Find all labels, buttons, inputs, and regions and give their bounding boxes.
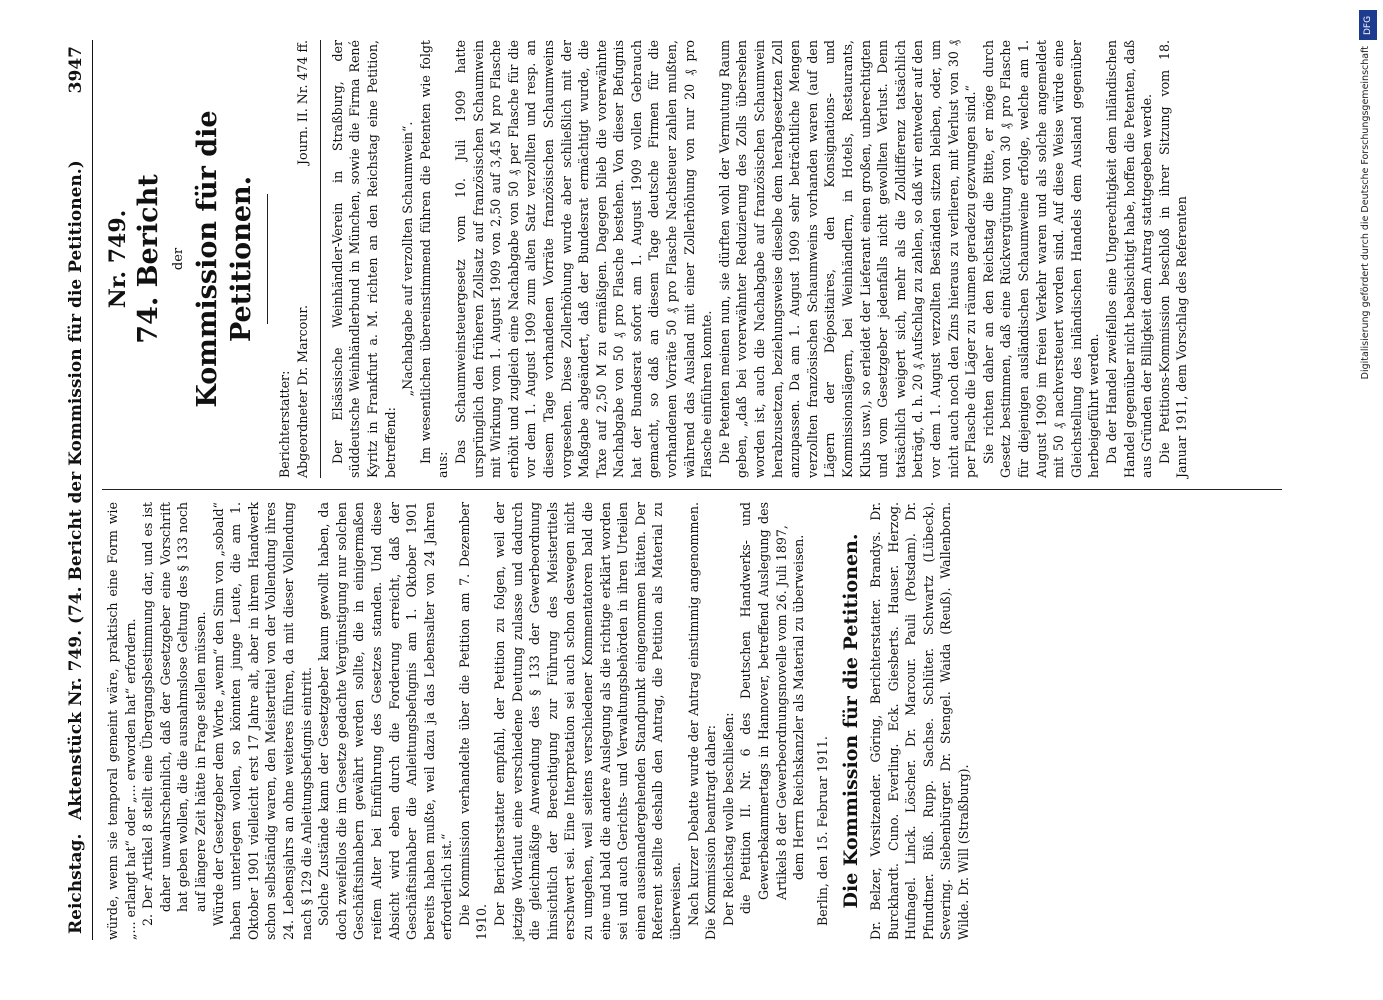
petition-subject: „Nachabgabe auf verzollten Schaumwein“. xyxy=(400,121,416,397)
reporter-name: Abgeordneter Dr. Marcour. xyxy=(294,305,310,478)
right-paragraph-2: Im wesentlichen übereinstimmend führen die Petenten wie folgt aus: xyxy=(417,40,451,478)
reporter-label: Berichterstatter: xyxy=(277,370,293,478)
left-paragraph-3: Würde der Gesetzgeber dem Worte „wenn“ den Sinn von „sobald“ haben unterlegen wollen, so könnten junge Leute, die am 1. Oktober 1901 vielleicht erst 17 Jahre alt, aber in ihrem Handwerk schon selbständig waren, den Meistertitel von der Vollendung ihres 24. Lebensjahrs an ohne weiteres führen, da mit dieser Vollendung nach § 129 die Anleitungsbefugnis eintritt. xyxy=(210,502,314,940)
digitization-stamp xyxy=(1357,10,1379,530)
commission-heading: Die Kommission für die Petitionen. xyxy=(840,533,863,909)
report-number-title: 74. Bericht xyxy=(132,174,164,344)
right-paragraph-5: Sie richten daher an den Reichstag die Bitte, er möge durch Gesetz bestimmen, daß eine Rückvergütung von 30 ₰ pro Flasche für diejenigen ausländischen Schaumweine erfolge, welche am 1. August 1909 im freien Verkehr waren und als solche angemeldet mit 50 ₰ nachversteuert worden sind. Auf diese Weise würde eine Gleichstellung des inländischen Handels dem Ausland gegenüber herbeigeführt werden. xyxy=(980,40,1102,478)
digitization-note: Digitalisierung gefördert durch die Deutsche Forschungsgemeinschaft xyxy=(1360,46,1371,380)
left-paragraph-7: Nach kurzer Debatte wurde der Antrag einstimmig angenommen. Die Kommission beantragt daher: xyxy=(685,502,719,940)
left-paragraph-6: Der Berichterstatter empfahl, der Petition zu folgen, weil der jetzige Wortlaut eine verschiedene Deutung zulasse und dadurch die gleichmäßige Anwendung des § 133 der Gewerbeordnung hinsichtlich der Berechtigung zur Führung des Meistertitels erschwert sei. Eine Interpretation sei auch schon deswegen nicht zu umgehen, weil seitens verschiedener Kommentatoren bald die eine und bald die andere Auslegung als die richtige erklärt worden sei und auch Gerichts- und Verwaltungsbehörden in ihren Urteilen einen auseinandergehenden Standpunkt eingenommen hätten. Der Referent stellte deshalb den Antrag, die Petition als Material zu überweisen. xyxy=(492,502,683,940)
header-left: Reichstag. xyxy=(66,833,86,934)
document-number: Nr. 749. xyxy=(105,209,131,309)
left-paragraph-5: Die Kommission verhandelte über die Petition am 7. Dezember 1910. xyxy=(456,502,490,940)
motion-text: die Petition II. Nr. 6 des Deutschen Handwerks- und Gewerbekammertags in Hannover, betreffend Auslegung des Artikels 8 der Gewerbeordnungsnovelle vom 26. Juli 1897, xyxy=(738,502,789,914)
page-header xyxy=(62,40,93,940)
left-paragraph-1: würde, wenn sie temporal gemeint wäre, praktisch eine Form wie „... erlangt hat“ oder „... erworden hat“ erfordern. xyxy=(105,502,138,940)
motion-intro: Der Reichstag wolle beschließen: xyxy=(720,712,736,926)
right-paragraph-4: Die Petenten meinen nun, sie dürften wohl der Vermutung Raum geben, „daß bei vorerwähnter Reduzierung des Zolls übersehen worden ist, auch die Nachabgabe auf französischen Schaumwein herabzusetzen, beziehungsweise dieselbe dem herabgesetzten Zoll anzupassen. Da am 1. August 1909 sehr beträchtliche Mengen verzollten französischen Schaumweins vorhanden waren (auf den Lägern der Dépositaires, den Konsignations- und Kommissionslägern, bei Weinhändlern, in Hotels, Restaurants, Klubs usw.), so erleidet der Lieferant einen großen, unberechtigten und vom Gesetzgeber jedenfalls nicht gewollten Verlust. Denn tatsächlich weigert sich, mehr als die Zolldifferenz tatsächlich beträgt, d. h. 20 ₰ Aufschlag zu zahlen, so daß wir entweder auf den vor dem 1. August verzollten Beständen sitzen bleiben, oder, um nicht auch noch den Zins hieraus zu verlieren, mit Verlust von 30 ₰ per Flasche die Läger zu räumen geradezu gezwungen sind.“ xyxy=(716,40,979,478)
reporter-line xyxy=(294,40,312,478)
right-paragraph-6: Da der Handel zweifellos eine Ungerechtigkeit dem inländischen Handel gegenüber nicht beabsichtigt habe, hoffen die Petenten, daß aus Gründen der Billigkeit dem Antrag stattgegeben werde. xyxy=(1103,40,1155,478)
page-number: 3947 xyxy=(66,46,86,94)
commission-members: Dr. Belzer, Vorsitzender. Göring, Berichterstatter. Brandys. Dr. Burckhardt. Cuno. Everling. Eck. Giesberts. Hauser. Herzog. Hufnagel. Linck. Löscher. Dr. Marcour. Pauli (Potsdam). Dr. Pfundtner. Büß. Rupp. Sachse. Schlüter. Schwartz (Lübeck). Severing. Siebenbürger. Dr. Stengel. Waida (Reuß). Wallenborn. Wilde. Dr. Will (Straßburg). xyxy=(867,502,971,940)
reporter-rule xyxy=(320,40,321,478)
journal-reference: Journ. II. Nr. 474 ff. xyxy=(294,40,310,166)
header-title: Aktenstück Nr. 749. (74. Bericht der Kommission für die Petitionen.) xyxy=(66,160,86,820)
rotated-page xyxy=(62,40,1292,940)
right-paragraph-3: Das Schaumweinsteuergesetz vom 10. Juli 1909 hatte ursprünglich den früheren Zollsatz auf französischen Schaumwein mit Wirkung vom 1. August 1909 von 2,50 auf 3,45 M pro Flasche erhöht und zugleich eine Nachabgabe von 50 ₰ per Flasche für die vor dem 1. August 1909 zum alten Satz verzollten und resp. an diesem Tage vorhandenen Vorräte französischen Schaumweins vorgesehen. Diese Zollerhöhung wurde aber schließlich mit der Maßgabe abgeändert, daß der Bundesrat ermächtigt wurde, die Taxe auf 2,50 M zu ermäßigen. Dagegen blieb die vorerwähnte Nachabgabe von 50 ₰ pro Flasche bestehen. Von dieser Befugnis hat der Bundesrat sofort am 1. August 1909 vollen Gebrauch gemacht, so daß an diesem Tage deutsche Firmen für die vorhandenen Vorräte 50 ₰ pro Flasche Nachsteuer zahlen mußten, während das Ausland mit einer Zollerhöhung von nur 20 ₰ pro Flasche einführen konnte. xyxy=(452,40,715,478)
right-paragraph-7: Die Petitions-Kommission beschloß in ihrer Sitzung vom 18. Januar 1911, dem Vorschlag des Referenten xyxy=(1156,40,1190,478)
left-column xyxy=(104,502,973,940)
dfg-logo: DFG xyxy=(1359,10,1377,40)
left-paragraph-4: Solche Zustände kann der Gesetzgeber kaum gewollt haben, da doch zweifellos die im Gesetze gedachte Vergünstigung nur solchen Geschäftsinhabern gewährt werden sollte, die in einigermaßen reifem Alter bei Einführung des Gesetzes standen. Und diese Absicht wird eben durch die Forderung erreicht, daß der Geschäftsinhaber die Anleitungsbefugnis am 1. Oktober 1901 bereits haben mußte, weil dazu ja das Lebensalter von 24 Jahren erforderlich ist.“ xyxy=(316,502,455,940)
report-title: Kommission für die Petitionen. xyxy=(192,110,258,408)
report-der: der xyxy=(170,247,186,271)
left-paragraph-2: 2. Der Artikel 8 stellt eine Übergangsbestimmung dar, und es ist daher unwahrscheinlich, daß der Gesetzgeber eine Vorschrift hat geben wollen, die die ausnahmslose Geltung des § 133 noch auf längere Zeit hätte in Frage stellen müssen. xyxy=(140,502,208,926)
right-column xyxy=(104,40,1191,478)
title-rule xyxy=(267,194,268,324)
motion-conclusion: dem Herrn Reichskanzler als Material zu überweisen. xyxy=(791,534,807,880)
right-paragraph-1: Der Elsässische Weinhändler-Verein in Straßburg, der süddeutsche Weinhändlerbund in München, sowie die Firma René Kyritz in Frankfurt a. M. richten an den Reichstag eine Petition, betreffend: xyxy=(329,40,398,478)
column-divider xyxy=(102,489,1282,490)
signature-date: Berlin, den 15. Februar 1911. xyxy=(814,736,830,926)
